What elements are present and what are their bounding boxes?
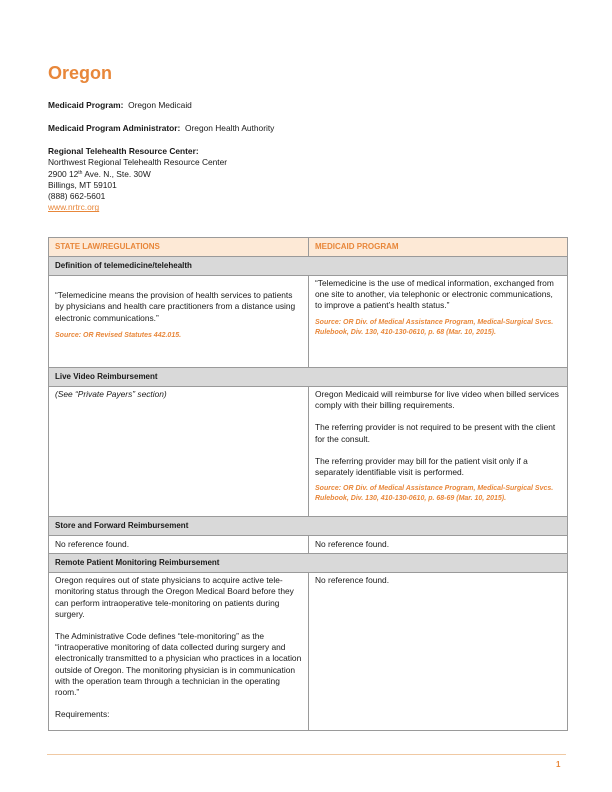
state-title: Oregon xyxy=(48,63,113,83)
administrator-line xyxy=(48,123,274,134)
table-row-definition xyxy=(49,276,568,368)
cell-law-definition: “Telemedicine means the provision of health services to patients by physicians and health care practitioners from a distance using electronic communications.” Source: OR Revised Statutes 442.015. xyxy=(49,276,309,368)
table-row-store-forward xyxy=(49,536,568,554)
column-header-state-law: STATE LAW/REGULATIONS xyxy=(49,238,309,257)
column-header-medicaid: MEDICAID PROGRAM xyxy=(309,238,568,257)
resource-center-name: Northwest Regional Telehealth Resource Center xyxy=(48,157,228,168)
cell-medicaid-live-video: Oregon Medicaid will reimburse for live video when billed services comply with their billing requirements. The referring provider is not required to be present with the client for the consult. The referring provider may bill for the patient visit only if a separately identifiable visit is performed. Source: OR Div. of Medical Assistance Program, Medical-Surgical Svcs. Rulebook, Div. 130, 410-130-0610, p. 68-69 (Mar. 10, 2015). xyxy=(309,387,568,517)
source-citation: Source: OR Revised Statutes 442.015. xyxy=(55,331,182,339)
resource-center-website-link[interactable]: www.nrtrc.org xyxy=(48,202,100,213)
cell-law-store-forward: No reference found. xyxy=(49,536,309,554)
medicaid-program-line xyxy=(48,100,192,111)
section-header-definition: Definition of telemedicine/telehealth xyxy=(49,257,568,276)
resource-center-address: 2900 12th Ave. N., Ste. 30W xyxy=(48,168,151,179)
table-row-remote-monitoring xyxy=(49,573,568,731)
resource-center-block xyxy=(48,146,227,214)
page-number: 1 xyxy=(556,760,561,769)
section-header-store-forward: Store and Forward Reimbursement xyxy=(49,517,568,536)
table-row-live-video xyxy=(49,387,568,517)
resource-center-phone: (888) 662-5601 xyxy=(48,191,106,202)
section-header-live-video: Live Video Reimbursement xyxy=(49,368,568,387)
table-header-row xyxy=(49,238,568,257)
administrator-value: Oregon Health Authority xyxy=(184,123,275,133)
source-citation: Source: OR Div. of Medical Assistance Program, Medical-Surgical Svcs. Rulebook, Div. 130, 410-130-0610, p. 68-69 (Mar. 10, 2015). xyxy=(315,485,554,503)
cell-medicaid-store-forward: No reference found. xyxy=(309,536,568,554)
cell-law-remote-monitoring: Oregon requires out of state physicians to acquire active tele-monitoring status through the Oregon Medical Board before they can perform intraoperative tele-monitoring on patients during surgery. The Administrative Code defines “tele-monitoring” as the “intraoperative monitoring of data collected during surgery and electronically transmitted to a physician who practices in a location outside of Oregon. The monitoring physician is in communication with the operation team through a technician in the operating room.” Requirements: xyxy=(49,573,309,731)
section-header-remote-monitoring: Remote Patient Monitoring Reimbursement xyxy=(49,554,568,573)
source-citation: Source: OR Div. of Medical Assistance Program, Medical-Surgical Svcs. Rulebook, Div. 130, 410-130-0610, p. 68 (Mar. 10, 2015). xyxy=(315,318,554,336)
law-table xyxy=(48,237,568,731)
resource-center-city: Billings, MT 59101 xyxy=(48,179,117,190)
administrator-label: Medicaid Program Administrator: xyxy=(48,123,181,133)
medicaid-program-label: Medicaid Program: xyxy=(48,100,124,110)
cell-law-live-video: (See “Private Payers” section) xyxy=(49,387,309,517)
footer-divider xyxy=(47,754,566,755)
cell-medicaid-remote-monitoring: No reference found. xyxy=(309,573,568,731)
cell-medicaid-definition: “Telemedicine is the use of medical information, exchanged from one site to another, via telephonic or electronic communications, to improve a patient’s health status.” Source: OR Div. of Medical Assistance Program, Medical-Surgical Svcs. Rulebook, Div. 130, 410-130-0610, p. 68 (Mar. 10, 2015). xyxy=(309,276,568,368)
resource-center-label: Regional Telehealth Resource Center: xyxy=(48,146,199,156)
medicaid-program-value: Oregon Medicaid xyxy=(128,100,192,110)
